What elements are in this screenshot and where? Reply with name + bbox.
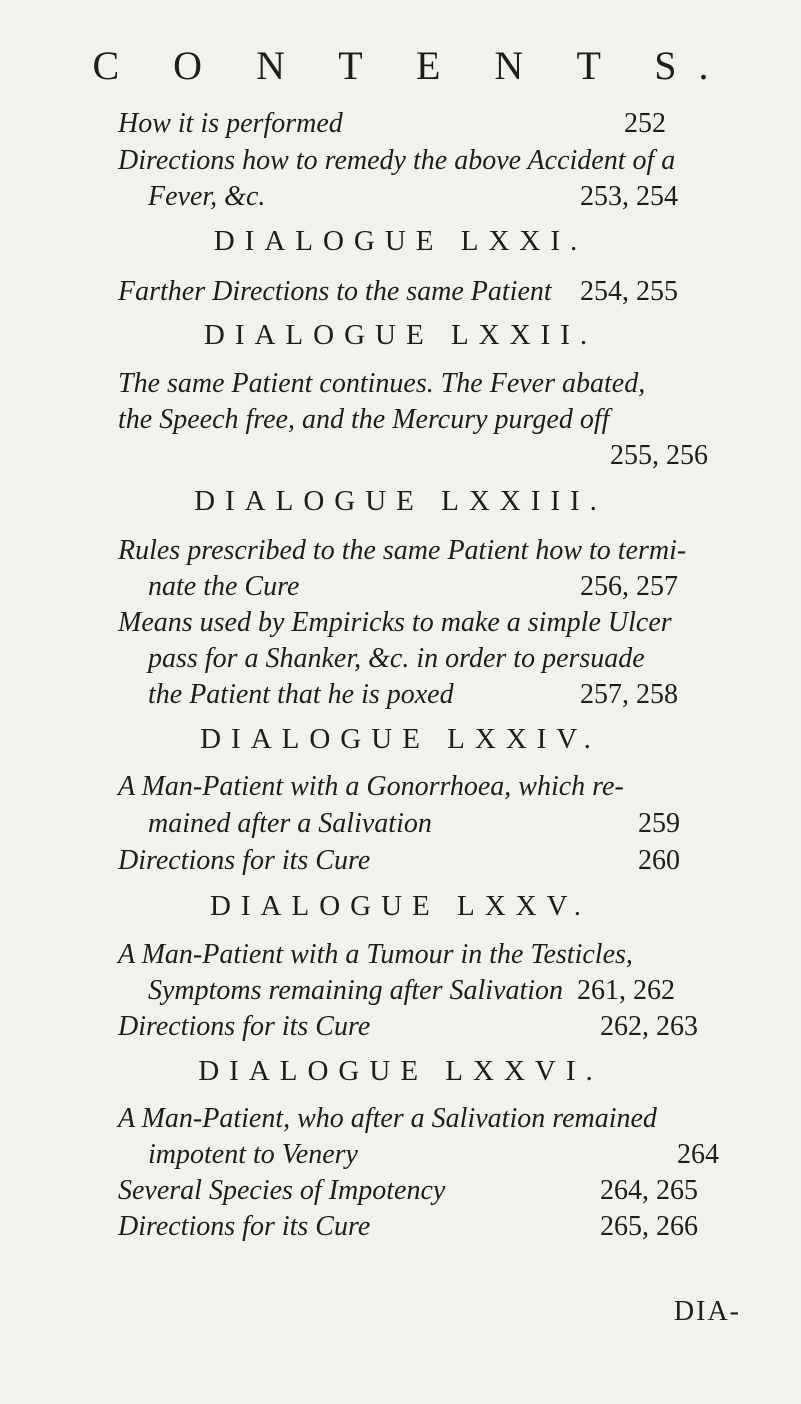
entry-pages: 254, 255 bbox=[580, 276, 678, 307]
entry-text: mained after a Salivation bbox=[148, 808, 432, 839]
toc-entry bbox=[118, 1103, 657, 1135]
entry-text: Symptoms remaining after Salivation bbox=[148, 975, 564, 1006]
toc-entry bbox=[148, 643, 645, 675]
toc-entry bbox=[118, 771, 624, 803]
entry-pages: 264 bbox=[677, 1139, 719, 1170]
toc-entry bbox=[148, 181, 265, 213]
entry-text: Means used by Empiricks to make a simple Ulcer bbox=[118, 607, 672, 638]
entry-pages: 262, 263 bbox=[600, 1011, 698, 1042]
toc-entry bbox=[118, 145, 675, 177]
toc-entry bbox=[118, 276, 552, 308]
entry-text: Rules prescribed to the same Patient how to termi- bbox=[118, 535, 687, 566]
entry-pages: 256, 257 bbox=[580, 571, 678, 602]
dialogue-heading: DIALOGUE LXXVI. bbox=[198, 1055, 603, 1087]
toc-entry bbox=[148, 808, 432, 840]
entry-text: Several Species of Impotency bbox=[118, 1175, 446, 1206]
entry-text: impotent to Venery bbox=[148, 1139, 358, 1170]
entry-pages: 252 bbox=[624, 108, 666, 139]
entry-pages: 257, 258 bbox=[580, 679, 678, 710]
dialogue-heading: DIALOGUE LXXII. bbox=[203, 319, 598, 351]
entry-pages: 253, 254 bbox=[580, 181, 678, 212]
catchword: DIA- bbox=[673, 1296, 741, 1327]
entry-pages: 255, 256 bbox=[610, 440, 708, 471]
entry-text: Farther Directions to the same Patient bbox=[118, 276, 552, 307]
toc-entry bbox=[118, 108, 343, 140]
entry-text: Fever, &c. bbox=[148, 181, 266, 212]
entry-text: The same Patient continues. The Fever abated, bbox=[118, 368, 646, 399]
toc-entry bbox=[118, 1211, 370, 1243]
toc-entry bbox=[148, 975, 563, 1007]
dialogue-heading: DIALOGUE LXXV. bbox=[209, 890, 592, 922]
entry-text: How it is performed bbox=[118, 108, 343, 139]
toc-entry bbox=[118, 535, 686, 567]
toc-entry bbox=[118, 607, 672, 639]
toc-entry bbox=[118, 1011, 370, 1043]
dialogue-heading: DIALOGUE LXXIII. bbox=[194, 485, 607, 517]
toc-entry bbox=[118, 368, 645, 400]
entry-pages: 259 bbox=[638, 808, 680, 839]
toc-entry bbox=[148, 679, 454, 711]
entry-text: A Man-Patient with a Tumour in the Testicles, bbox=[118, 939, 633, 970]
page-title: C O N T E N T S. bbox=[92, 43, 731, 88]
entry-text: Directions how to remedy the above Accident of a bbox=[118, 145, 676, 176]
toc-entry bbox=[148, 1139, 358, 1171]
entry-pages: 260 bbox=[638, 845, 680, 876]
toc-entry bbox=[118, 1175, 445, 1207]
dialogue-heading: DIALOGUE LXXI. bbox=[213, 225, 588, 257]
toc-entry bbox=[118, 845, 370, 877]
entry-text: the Speech free, and the Mercury purged off bbox=[118, 404, 610, 435]
entry-text: nate the Cure bbox=[148, 571, 300, 602]
entry-pages: 264, 265 bbox=[600, 1175, 698, 1206]
entry-text: A Man-Patient, who after a Salivation remained bbox=[118, 1103, 657, 1134]
entry-text: pass for a Shanker, &c. in order to persuade bbox=[148, 643, 645, 674]
entry-pages: 265, 266 bbox=[600, 1211, 698, 1242]
toc-entry bbox=[118, 404, 609, 436]
dialogue-heading: DIALOGUE LXXIV. bbox=[200, 723, 601, 755]
entry-text: Directions for its Cure bbox=[118, 1011, 371, 1042]
entry-text: the Patient that he is poxed bbox=[148, 679, 454, 710]
toc-entry bbox=[148, 571, 299, 603]
entry-pages: 261, 262 bbox=[577, 975, 675, 1006]
entry-text: Directions for its Cure bbox=[118, 845, 371, 876]
entry-text: Directions for its Cure bbox=[118, 1211, 371, 1242]
toc-entry bbox=[118, 939, 633, 971]
entry-text: A Man-Patient with a Gonorrhoea, which re- bbox=[118, 771, 624, 802]
